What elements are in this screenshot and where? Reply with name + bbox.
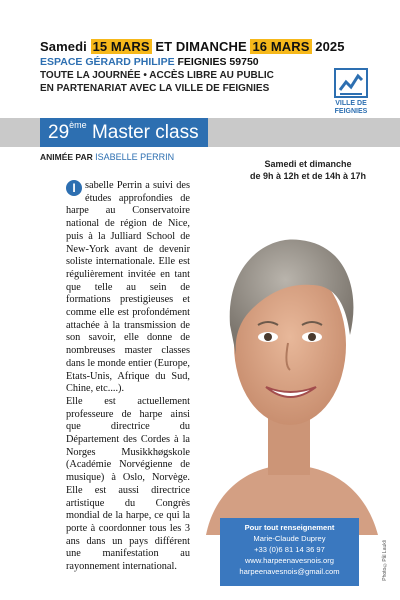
access-line: TOUTE LA JOURNÉE • ACCÈS LIBRE AU PUBLIC	[40, 70, 274, 81]
masterclass-label: Master class	[91, 122, 199, 143]
logo-text-line1: VILLE DE	[335, 100, 367, 107]
venue-line	[40, 56, 340, 69]
schedule-hours: de 9h à 12h et de 14h à 17h	[249, 171, 367, 181]
logo-text-line2: FEIGNIES	[334, 108, 368, 115]
animee-name: ISABELLE PERRIN	[95, 152, 175, 162]
portrait-illustration	[196, 215, 381, 535]
schedule-days: Samedi et dimanche	[264, 159, 352, 169]
masterclass-ordinal: ème	[69, 120, 87, 130]
date-year: 2025	[315, 39, 345, 54]
venue-name: ESPACE GÉRARD PHILIPE	[40, 56, 175, 68]
event-dates	[40, 38, 345, 56]
event-header	[40, 38, 345, 95]
dropcap-letter: I	[66, 180, 82, 196]
contact-box	[220, 518, 359, 586]
animee-prefix: ANIMÉE PAR	[40, 152, 93, 162]
animee-par-line	[40, 152, 174, 162]
portrait-photo	[196, 215, 381, 535]
biography-text	[66, 180, 190, 574]
schedule-block	[238, 158, 378, 182]
contact-website[interactable]: www.harpeenavesnois.org	[244, 556, 335, 565]
venue-city: FEIGNIES 59750	[177, 56, 259, 68]
photo-credit: Photo©Pål Laukli	[382, 540, 388, 581]
date-sunday: ET DIMANCHE	[155, 39, 247, 54]
bio-paragraph-2: Elle est actuellement professeure de harpe ainsi que directrice du Département des Cordes à la Norges Musikkhøgskole (Académie Norvégienne de musique) à Oslo, Norvège. Elle est aussi directrice artistique du Congrès mondial de la harpe, ce qui la porte à coordonner tous les 3 ans dans un pays différent une manifestation au rayonnement international.	[66, 395, 190, 573]
partner-line: EN PARTENARIAT AVEC LA VILLE DE FEIGNIES	[40, 83, 270, 94]
feignies-logo-icon	[334, 68, 368, 98]
contact-phone: +33 (0)6 81 14 36 97	[254, 545, 325, 554]
date-saturday: Samedi	[40, 39, 87, 54]
ville-de-feignies-logo	[331, 68, 371, 116]
contact-name: Marie-Claude Duprey	[253, 534, 326, 543]
bio-paragraph-1: sabelle Perrin a suivi des études approfondies de harpe au Conservatoire national de région de Nice, puis à la Julliard School de New-York avant de devenir soliste internationale. Elle est régulièrement invitée en tant que telle au sein de formations prestigieuses et comme elle est profondément attachée à la transmission de son savoir, elle donne de nombreuses master classes dans le monde entier (Europe, Etats-Unis, Afrique du Sud, Chine, etc....).	[66, 180, 190, 395]
masterclass-title	[40, 118, 208, 147]
date-day1-highlight: 15 MARS	[92, 39, 150, 54]
contact-email[interactable]: harpeenavesnois@gmail.com	[239, 567, 340, 576]
date-day2-highlight: 16 MARS	[252, 39, 310, 54]
contact-title: Pour tout renseignement	[244, 523, 335, 532]
masterclass-number: 29	[48, 122, 70, 143]
